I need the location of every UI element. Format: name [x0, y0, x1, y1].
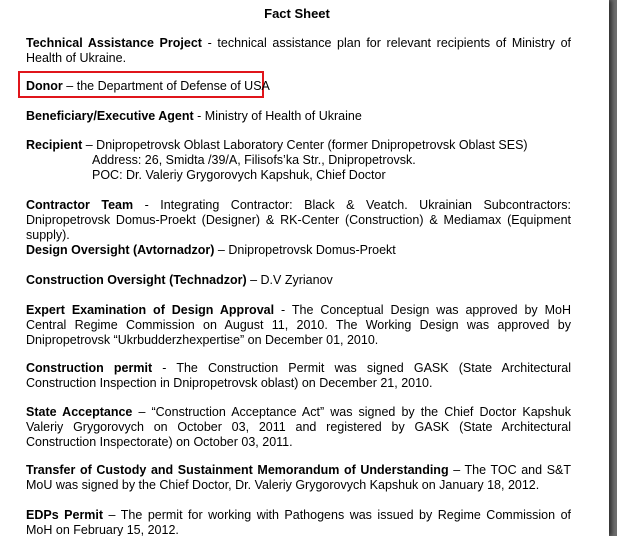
- entry-construction-oversight: [26, 273, 571, 288]
- entry-separator: –: [103, 508, 121, 522]
- entry-state-acceptance: [26, 405, 571, 450]
- entry-label: EDPs Permit: [26, 508, 104, 522]
- entry-design-oversight: [26, 243, 571, 258]
- entry-separator: –: [132, 405, 152, 419]
- entry-text: Dnipropetrovsk Domus-Proekt: [228, 243, 396, 257]
- entry-separator: –: [448, 463, 465, 477]
- entry-separator: -: [193, 109, 205, 123]
- entry-separator: –: [82, 138, 97, 152]
- entry-text: the Department of Defense of USA: [76, 79, 270, 93]
- entry-label: State Acceptance: [26, 405, 133, 419]
- entry-text: technical assistance plan for relevant recipients of Ministry of Health of Ukraine.: [26, 36, 571, 65]
- entry-label: Transfer of Custody and Sustainment Memorandum of Understanding: [26, 463, 449, 477]
- entry-separator: -: [152, 361, 177, 375]
- entry-text: Integrating Contractor: Black & Veatch. Ukrainian Subcontractors: Dnipropetrovsk Domus-Proekt (Designer) & RK-Center (Construction) & Mediamax (Equipment supply).: [26, 198, 572, 242]
- entry-technical-assistance-project: [26, 36, 571, 66]
- entry-transfer-of-custody: [26, 463, 571, 493]
- entry-separator: –: [214, 243, 229, 257]
- entry-text: The TOC and S&T MoU was signed by the Chief Doctor, Dr. Valeriy Grygorovych Kapshuk on January 18, 2012.: [26, 463, 571, 492]
- entry-label: Construction permit: [26, 361, 153, 375]
- entry-label: Expert Examination of Design Approval: [26, 303, 275, 317]
- entry-separator: –: [62, 79, 77, 93]
- entry-label: Construction Oversight (Technadzor): [26, 273, 247, 287]
- entry-text: The Conceptual Design was approved by MoH Central Regime Commission on August 11, 2010. The Working Design was approved by Dnipropetrovsk “Ukrbudderzhexpertise” on December 01, 2010.: [26, 303, 571, 347]
- entry-text: The permit for working with Pathogens was issued by Regime Commission of MoH on February 15, 2012.: [26, 508, 571, 536]
- entry-construction-permit: [26, 361, 571, 391]
- entry-label: Recipient: [26, 138, 83, 152]
- entry-separator: -: [274, 303, 292, 317]
- entry-separator: -: [133, 198, 161, 212]
- page-title: Fact Sheet: [264, 6, 330, 21]
- entry-text: The Construction Permit was signed GASK (State Architectural Construction Inspection in Dnipropetrovsk oblast) on December 21, 2010.: [26, 361, 571, 390]
- entry-expert-examination: [26, 303, 571, 348]
- recipient-address: Address: 26, Smidta /39/A, Filisofs’ka Str., Dnipropetrovsk.: [92, 153, 416, 167]
- entry-edps-permit: [26, 508, 571, 536]
- entry-label: Donor: [26, 79, 63, 93]
- entry-label: Beneficiary/Executive Agent: [26, 109, 194, 123]
- entry-text: “Construction Acceptance Act” was signed by the Chief Doctor Kapshuk Valeriy Grygorovych on October 03, 2011 and registered by GASK (State Architectural Construction Inspectorate) on October 03, 2011.: [26, 405, 571, 449]
- entry-donor: [26, 79, 571, 94]
- entry-separator: -: [201, 36, 218, 50]
- entry-recipient: [26, 138, 571, 183]
- entry-label: Design Oversight (Avtornadzor): [26, 243, 215, 257]
- entry-separator: –: [246, 273, 261, 287]
- entry-beneficiary: [26, 109, 571, 124]
- entry-text: Ministry of Health of Ukraine: [204, 109, 362, 123]
- entry-text: D.V Zyrianov: [260, 273, 333, 287]
- entry-label: Technical Assistance Project: [26, 36, 202, 50]
- entry-label: Contractor Team: [26, 198, 134, 212]
- entry-contractor-team: [26, 198, 571, 243]
- entry-text: Dnipropetrovsk Oblast Laboratory Center (former Dnipropetrovsk Oblast SES): [96, 138, 528, 152]
- recipient-poc: POC: Dr. Valeriy Grygorovych Kapshuk, Chief Doctor: [92, 168, 386, 182]
